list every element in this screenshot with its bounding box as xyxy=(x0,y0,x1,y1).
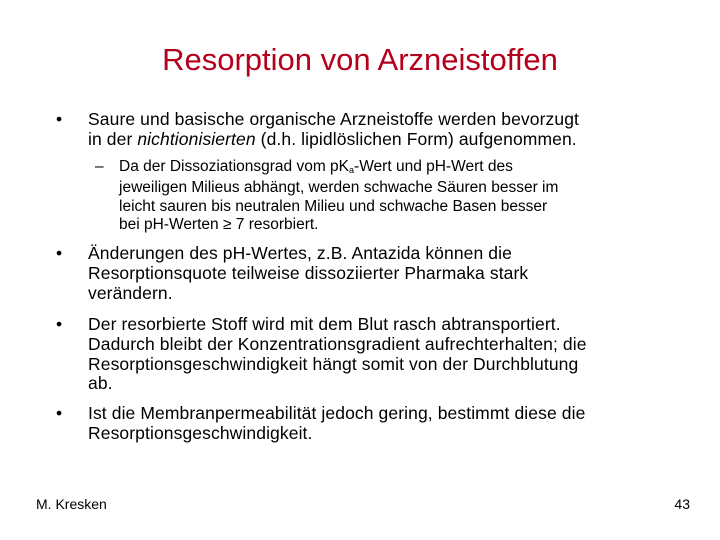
bullet-2 xyxy=(56,244,666,303)
sub-bullet-text xyxy=(119,158,665,235)
bullet-marker: • xyxy=(56,403,63,423)
subscript: a xyxy=(349,165,355,175)
bullet-text-segment: in der xyxy=(88,128,138,149)
bullet-text xyxy=(88,110,666,150)
footer-author: M. Kresken xyxy=(36,496,107,512)
sub-text-segment: -Wert und pH-Wert des xyxy=(354,158,513,175)
bullet-marker: • xyxy=(56,109,63,129)
bullet-marker: • xyxy=(56,314,63,334)
bullet-text xyxy=(88,404,666,444)
bullet-line: Saure und basische organische Arzneistoffe werden bevorzugt xyxy=(88,109,580,129)
bullet-text xyxy=(88,315,666,394)
bullet-line xyxy=(88,130,666,150)
slide-title: Resorption von Arzneistoffen xyxy=(162,42,558,77)
bullet-line: Dadurch bleibt der Konzentrationsgradient aufrechterhalten; die xyxy=(88,333,587,354)
bullet-line: Resorptionsquote teilweise dissoziierter Pharmaka stark xyxy=(88,262,529,283)
emphasized-term: nichtionisierten xyxy=(137,128,256,149)
bullet-3 xyxy=(56,315,666,394)
sub-bullet-line: bei pH-Werten ≥ 7 resorbiert. xyxy=(119,216,319,234)
sub-bullet-line: leicht sauren bis neutralen Milieu und schwache Basen besser xyxy=(119,197,548,215)
bullet-line: Der resorbierte Stoff wird mit dem Blut rasch abtransportiert. xyxy=(88,314,561,334)
sub-bullet-marker: – xyxy=(95,158,104,175)
sub-bullet-line xyxy=(119,158,665,179)
bullet-line: Resorptionsgeschwindigkeit hängt somit von der Durchblutung xyxy=(88,353,579,374)
sub-text-segment: Da der Dissoziationsgrad vom pK xyxy=(119,158,350,175)
bullet-line: verändern. xyxy=(88,282,173,303)
bullet-line: ab. xyxy=(88,373,113,394)
sub-bullet-1 xyxy=(95,158,665,235)
bullet-4 xyxy=(56,404,666,444)
bullet-text-segment: (d.h. lipidlöslichen Form) aufgenommen. xyxy=(255,128,577,149)
page-number: 43 xyxy=(674,496,690,512)
bullet-line: Änderungen des pH-Wertes, z.B. Antazida können die xyxy=(88,243,512,263)
bullet-text xyxy=(88,244,666,303)
bullet-marker: • xyxy=(56,243,63,263)
bullet-line: Ist die Membranpermeabilität jedoch gering, bestimmt diese die xyxy=(88,403,586,423)
bullet-line: Resorptionsgeschwindigkeit. xyxy=(88,422,313,443)
bullet-1 xyxy=(56,110,666,150)
sub-bullet-line: jeweiligen Milieus abhängt, werden schwache Säuren besser im xyxy=(119,179,559,197)
